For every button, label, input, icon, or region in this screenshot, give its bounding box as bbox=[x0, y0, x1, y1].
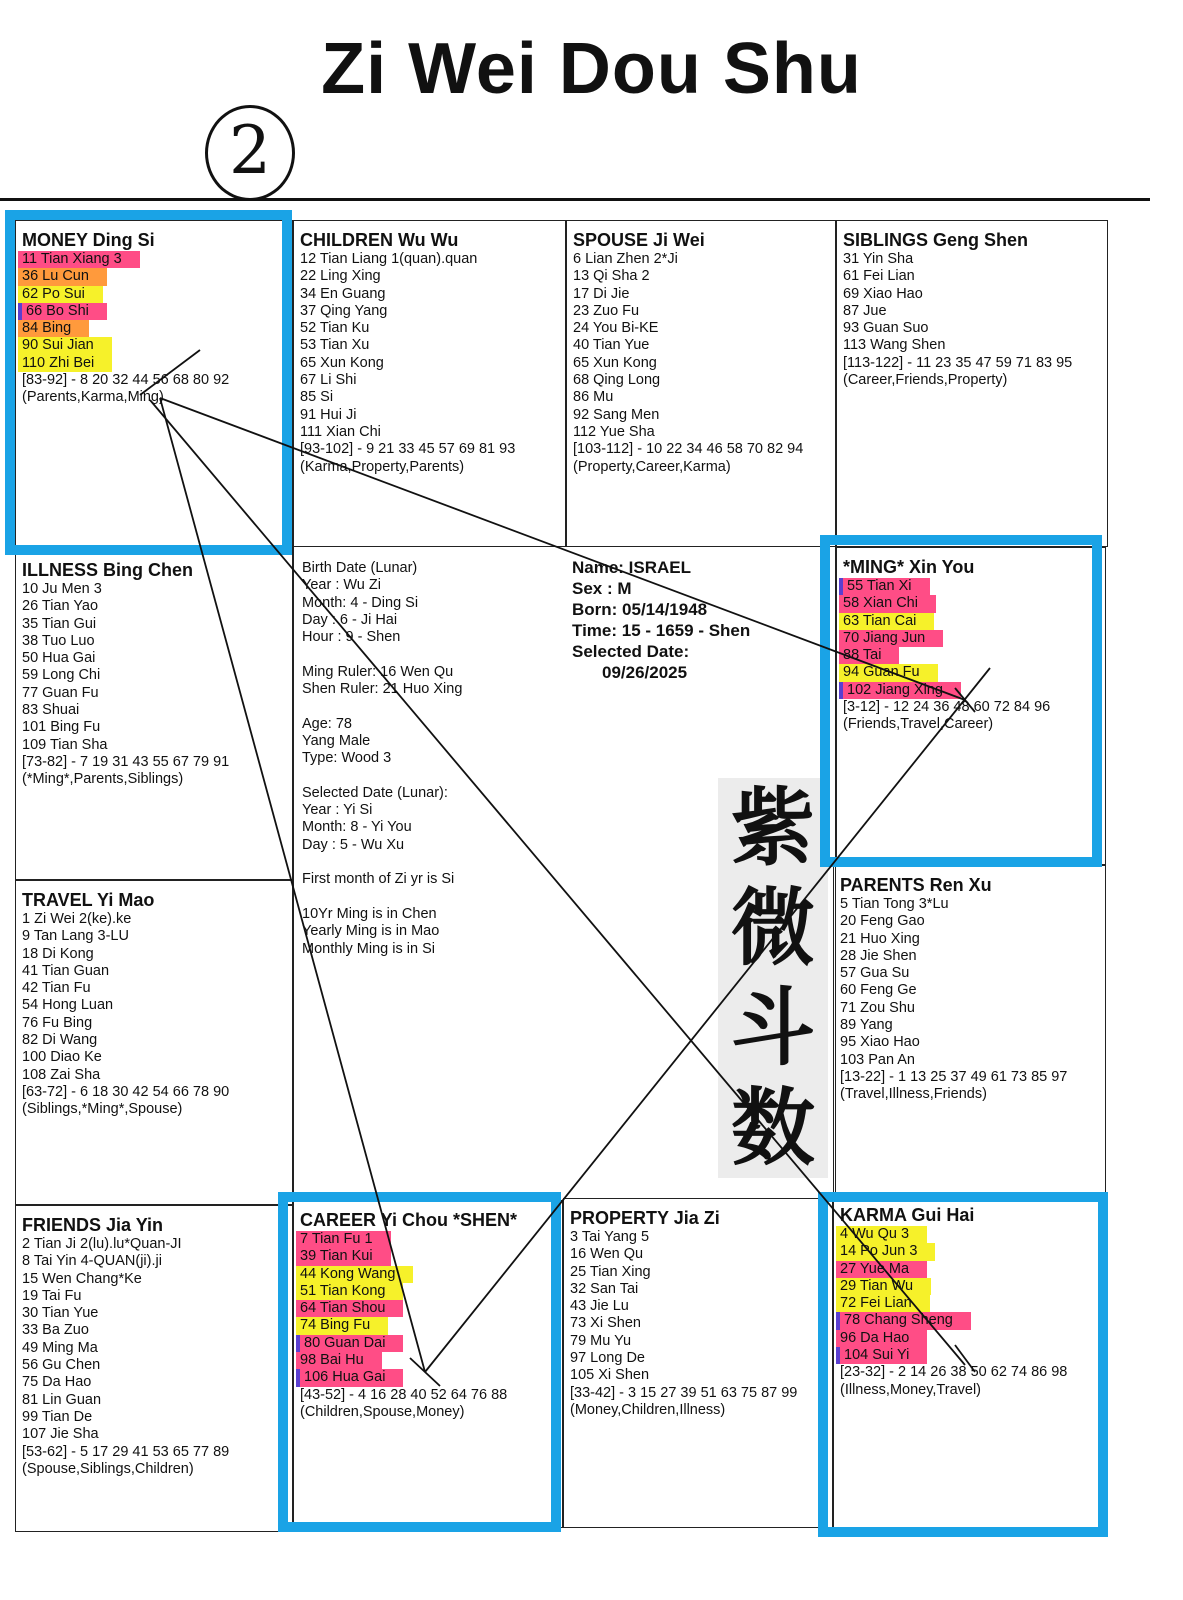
star-line: 20 Feng Gao bbox=[840, 913, 925, 930]
star-line: 53 Tian Xu bbox=[300, 337, 370, 354]
star-line: 71 Zou Shu bbox=[840, 999, 915, 1016]
star-line: 52 Tian Ku bbox=[300, 320, 370, 337]
star-line: 22 Ling Xing bbox=[300, 268, 381, 285]
star-line: (Travel,Illness,Friends) bbox=[840, 1086, 987, 1103]
star-line: 13 Qi Sha 2 bbox=[573, 268, 650, 285]
star-line: 76 Fu Bing bbox=[22, 1014, 93, 1031]
star-line: (Money,Children,Illness) bbox=[570, 1401, 726, 1418]
line-money-karma bbox=[150, 400, 965, 1365]
info-line: Age: 78 bbox=[302, 715, 352, 732]
bio-born: Born: 05/14/1948 bbox=[572, 600, 708, 619]
palace-header: CHILDREN Wu Wu bbox=[300, 230, 459, 250]
star-line: 54 Hong Luan bbox=[22, 997, 114, 1014]
star-line: (Parents,Karma,Ming) bbox=[22, 389, 164, 406]
star-line: (Children,Spouse,Money) bbox=[300, 1403, 465, 1420]
star-line: 101 Bing Fu bbox=[22, 719, 101, 736]
star-line: 62 Po Sui bbox=[22, 286, 286, 303]
star-line: 9 Tan Lang 3-LU bbox=[22, 928, 129, 945]
star-line: 16 Wen Qu bbox=[570, 1246, 644, 1263]
star-line: [63-72] - 6 18 30 42 54 66 78 90 bbox=[22, 1083, 230, 1100]
info-line: First month of Zi yr is Si bbox=[302, 871, 455, 888]
star-line: 40 Tian Yue bbox=[573, 337, 650, 354]
star-line: 38 Tuo Luo bbox=[22, 632, 95, 649]
star-line: 90 Sui Jian bbox=[22, 337, 286, 354]
star-line: 26 Tian Yao bbox=[22, 598, 99, 615]
star-line: 108 Zai Sha bbox=[22, 1066, 101, 1083]
star-line: 11 Tian Xiang 3 bbox=[22, 251, 286, 268]
star-line: [23-32] - 2 14 26 38 50 62 74 86 98 bbox=[840, 1364, 1068, 1381]
palace-header: PARENTS Ren Xu bbox=[840, 875, 992, 895]
star-line: 113 Wang Shen bbox=[843, 337, 946, 354]
star-line: 39 Tian Kui bbox=[300, 1248, 556, 1265]
star-line: [13-22] - 1 13 25 37 49 61 73 85 97 bbox=[840, 1068, 1068, 1085]
star-line: [43-52] - 4 16 28 40 52 64 76 88 bbox=[300, 1386, 508, 1403]
star-line: 27 Yue Ma bbox=[840, 1261, 1099, 1278]
star-line: 32 San Tai bbox=[570, 1280, 639, 1297]
star-line: 56 Gu Chen bbox=[22, 1357, 101, 1374]
tick-money bbox=[140, 350, 200, 395]
star-line: 92 Sang Men bbox=[573, 406, 660, 423]
info-line: Monthly Ming is in Si bbox=[302, 940, 435, 957]
star-line: 68 Qing Long bbox=[573, 372, 661, 389]
palace-header: SIBLINGS Geng Shen bbox=[843, 230, 1029, 250]
star-line: 42 Tian Fu bbox=[22, 980, 91, 997]
star-line: (Karma,Property,Parents) bbox=[300, 458, 465, 475]
star-line: 80 Guan Dai bbox=[300, 1335, 556, 1352]
star-line: 59 Long Chi bbox=[22, 667, 101, 684]
palace-header: KARMA Gui Hai bbox=[840, 1205, 975, 1225]
star-line: [83-92] - 8 20 32 44 56 68 80 92 bbox=[22, 372, 230, 389]
info-line: Day : 6 - Ji Hai bbox=[302, 611, 398, 628]
star-line: 69 Xiao Hao bbox=[843, 285, 923, 302]
star-line: 84 Bing bbox=[22, 320, 286, 337]
bio-name: Name: ISRAEL bbox=[572, 558, 692, 577]
star-line: (Siblings,*Ming*,Spouse) bbox=[22, 1101, 183, 1118]
star-line: 15 Wen Chang*Ke bbox=[22, 1270, 142, 1287]
palace-header: CAREER Yi Chou *SHEN* bbox=[300, 1210, 518, 1230]
star-line: 106 Hua Gai bbox=[300, 1369, 556, 1386]
star-line: 19 Tai Fu bbox=[22, 1287, 82, 1304]
star-line: 2 Tian Ji 2(lu).lu*Quan-JI bbox=[22, 1236, 182, 1252]
star-line: (Spouse,Siblings,Children) bbox=[22, 1460, 194, 1477]
star-line: 86 Mu bbox=[573, 389, 614, 406]
star-line: 60 Feng Ge bbox=[840, 982, 917, 999]
star-line: 99 Tian De bbox=[22, 1408, 93, 1425]
star-line: 103 Pan An bbox=[840, 1051, 915, 1068]
star-line: 37 Qing Yang bbox=[300, 302, 388, 319]
star-line: 18 Di Kong bbox=[22, 945, 94, 962]
palace-header: ILLNESS Bing Chen bbox=[22, 560, 193, 580]
line-money-ming bbox=[160, 398, 965, 700]
star-line: 29 Tian Wu bbox=[840, 1278, 1099, 1295]
star-line: 65 Xun Kong bbox=[573, 354, 657, 371]
star-line: 94 Guan Fu bbox=[843, 664, 1099, 681]
info-line: Ming Ruler: 16 Wen Qu bbox=[302, 663, 454, 680]
star-line: 111 Xian Chi bbox=[300, 423, 381, 440]
palace-header: FRIENDS Jia Yin bbox=[22, 1215, 164, 1235]
star-line: [3-12] - 12 24 36 48 60 72 84 96 bbox=[843, 699, 1051, 716]
info-line: Month: 8 - Yi You bbox=[302, 819, 412, 836]
star-line: 73 Xi Shen bbox=[570, 1315, 641, 1332]
chinese-char: 微 bbox=[730, 878, 815, 977]
star-line: 64 Tian Shou bbox=[300, 1300, 556, 1317]
palace-header: *MING* Xin You bbox=[843, 557, 975, 577]
star-line: 66 Bo Shi bbox=[22, 303, 286, 320]
star-line: 81 Lin Guan bbox=[22, 1391, 102, 1408]
star-line: 75 Da Hao bbox=[22, 1374, 92, 1391]
info-line: Birth Date (Lunar) bbox=[302, 560, 418, 576]
circled-number: 2 bbox=[205, 105, 295, 201]
star-line: 97 Long De bbox=[570, 1350, 645, 1367]
star-line: 5 Tian Tong 3*Lu bbox=[840, 896, 949, 912]
info-line: 10Yr Ming is in Chen bbox=[302, 905, 437, 922]
star-line: 98 Bai Hu bbox=[300, 1352, 556, 1369]
star-line: 105 Xi Shen bbox=[570, 1367, 650, 1384]
star-line: 74 Bing Fu bbox=[300, 1317, 556, 1334]
star-line: 55 Tian Xi bbox=[843, 578, 1099, 595]
star-line: 100 Diao Ke bbox=[22, 1049, 102, 1066]
star-line: 17 Di Jie bbox=[573, 285, 630, 302]
bio-selected-label: Selected Date: bbox=[572, 642, 690, 661]
chinese-char: 数 bbox=[730, 1078, 815, 1177]
chinese-char: 紫 bbox=[730, 778, 815, 877]
star-line: 41 Tian Guan bbox=[22, 962, 110, 979]
line-money-career bbox=[160, 398, 425, 1372]
star-line: 109 Tian Sha bbox=[22, 736, 108, 753]
palace-header: SPOUSE Ji Wei bbox=[573, 230, 705, 250]
bio-sex: Sex : M bbox=[572, 579, 632, 598]
star-line: 31 Yin Sha bbox=[843, 251, 914, 267]
star-line: 35 Tian Gui bbox=[22, 615, 97, 632]
star-line: (Illness,Money,Travel) bbox=[840, 1381, 982, 1398]
info-line: Selected Date (Lunar): bbox=[302, 784, 448, 801]
star-line: 36 Lu Cun bbox=[22, 268, 286, 285]
star-line: 33 Ba Zuo bbox=[22, 1322, 89, 1339]
info-line: Type: Wood 3 bbox=[302, 750, 392, 767]
star-line: 112 Yue Sha bbox=[573, 423, 655, 440]
star-line: 95 Xiao Hao bbox=[840, 1034, 920, 1051]
info-line: Yearly Ming is in Mao bbox=[302, 923, 440, 940]
star-line: 21 Huo Xing bbox=[840, 930, 920, 947]
star-line: 110 Zhi Bei bbox=[22, 355, 286, 372]
star-line: 23 Zuo Fu bbox=[573, 302, 640, 319]
star-line: 51 Tian Kong bbox=[300, 1283, 556, 1300]
star-line: 25 Tian Xing bbox=[570, 1263, 651, 1280]
star-line: 24 You Bi-KE bbox=[573, 320, 659, 337]
star-line: 50 Hua Gai bbox=[22, 650, 96, 667]
star-line: 28 Jie Shen bbox=[840, 947, 917, 964]
star-line: 6 Lian Zhen 2*Ji bbox=[573, 251, 678, 267]
star-line: 77 Guan Fu bbox=[22, 684, 99, 701]
star-line: 65 Xun Kong bbox=[300, 354, 384, 371]
star-line: (Property,Career,Karma) bbox=[573, 458, 731, 475]
star-line: 34 En Guang bbox=[300, 285, 386, 302]
star-line: 49 Ming Ma bbox=[22, 1339, 98, 1356]
star-line: 3 Tai Yang 5 bbox=[570, 1229, 650, 1245]
star-line: 63 Tian Cai bbox=[843, 613, 1099, 630]
info-line: Day : 5 - Wu Xu bbox=[302, 836, 405, 853]
star-line: 14 Po Jun 3 bbox=[840, 1243, 1099, 1260]
star-line: 1 Zi Wei 2(ke).ke bbox=[22, 911, 132, 927]
info-line: Year : Yi Si bbox=[302, 802, 373, 819]
star-line: 10 Ju Men 3 bbox=[22, 581, 102, 597]
page-title: Zi Wei Dou Shu bbox=[321, 29, 862, 109]
info-line: Year : Wu Zi bbox=[302, 577, 381, 594]
star-line: 78 Chang Sheng bbox=[840, 1312, 1099, 1329]
line-career-ming bbox=[425, 668, 990, 1372]
star-line: 72 Fei Lian bbox=[840, 1295, 1099, 1312]
star-line: 91 Hui Ji bbox=[300, 406, 357, 423]
star-line: 82 Di Wang bbox=[22, 1032, 98, 1049]
star-line: [93-102] - 9 21 33 45 57 69 81 93 bbox=[300, 441, 516, 458]
star-line: 12 Tian Liang 1(quan).quan bbox=[300, 251, 478, 267]
star-line: 8 Tai Yin 4-QUAN(ji).ji bbox=[22, 1253, 162, 1270]
star-line: 85 Si bbox=[300, 389, 334, 406]
info-line: Shen Ruler: 21 Huo Xing bbox=[302, 681, 463, 698]
star-line: 43 Jie Lu bbox=[570, 1298, 629, 1315]
star-line: 107 Jie Sha bbox=[22, 1426, 99, 1443]
star-line: 87 Jue bbox=[843, 302, 887, 319]
star-line: 79 Mu Yu bbox=[570, 1332, 632, 1349]
bio-time: Time: 15 - 1659 - Shen bbox=[572, 621, 751, 640]
palace-header: PROPERTY Jia Zi bbox=[570, 1208, 720, 1228]
star-line: (Career,Friends,Property) bbox=[843, 372, 1008, 389]
chinese-char: 斗 bbox=[730, 978, 815, 1077]
star-line: 30 Tian Yue bbox=[22, 1305, 99, 1322]
star-line: 83 Shuai bbox=[22, 702, 80, 719]
star-line: 96 Da Hao bbox=[840, 1330, 1099, 1347]
info-line: Hour : 9 - Shen bbox=[302, 629, 401, 646]
info-line: Yang Male bbox=[302, 732, 371, 749]
star-line: 104 Sui Yi bbox=[840, 1347, 1099, 1364]
star-line: (Friends,Travel,Career) bbox=[843, 716, 994, 733]
star-line: [33-42] - 3 15 27 39 51 63 75 87 99 bbox=[570, 1384, 798, 1401]
star-line: [103-112] - 10 22 34 46 58 70 82 94 bbox=[573, 441, 804, 458]
star-line: 58 Xian Chi bbox=[843, 595, 1099, 612]
star-line: 89 Yang bbox=[840, 1017, 893, 1034]
star-line: 4 Wu Qu 3 bbox=[840, 1226, 1099, 1243]
star-line: 70 Jiang Jun bbox=[843, 630, 1099, 647]
star-line: 7 Tian Fu 1 bbox=[300, 1231, 556, 1248]
star-line: 67 Li Shi bbox=[300, 372, 357, 389]
star-line: [53-62] - 5 17 29 41 53 65 77 89 bbox=[22, 1443, 230, 1460]
star-line: 93 Guan Suo bbox=[843, 320, 929, 337]
star-line: 61 Fei Lian bbox=[843, 268, 915, 285]
star-line: 44 Kong Wang bbox=[300, 1266, 556, 1283]
star-line: [73-82] - 7 19 31 43 55 67 79 91 bbox=[22, 753, 230, 770]
star-line: 57 Gua Su bbox=[840, 965, 910, 982]
star-line: 102 Jiang Xing bbox=[843, 682, 1099, 699]
bio-selected-date: 09/26/2025 bbox=[602, 663, 688, 682]
star-line: 88 Tai bbox=[843, 647, 1099, 664]
info-line: Month: 4 - Ding Si bbox=[302, 594, 419, 611]
tick-karma bbox=[955, 1345, 975, 1372]
star-line: [113-122] - 11 23 35 47 59 71 83 95 bbox=[843, 354, 1073, 371]
palace-header: MONEY Ding Si bbox=[22, 230, 155, 250]
tick-career bbox=[410, 1358, 440, 1386]
palace-header: TRAVEL Yi Mao bbox=[22, 890, 155, 910]
star-line: (*Ming*,Parents,Siblings) bbox=[22, 771, 184, 788]
